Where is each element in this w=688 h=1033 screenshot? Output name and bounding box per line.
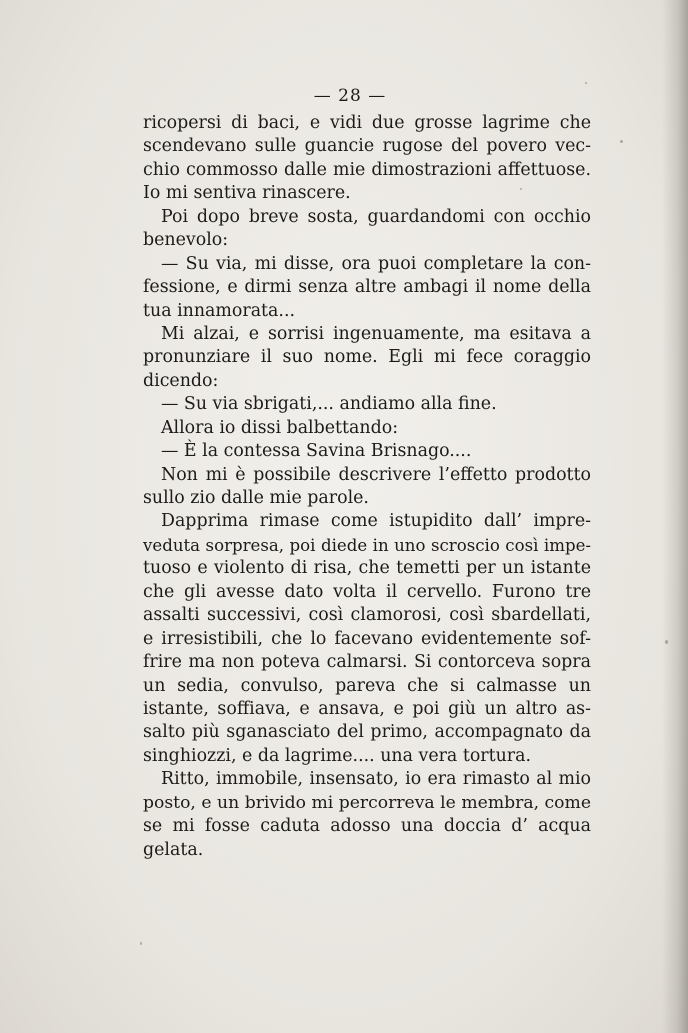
text-line: veduta sorpresa, poi diede in uno scroscio così impe- <box>143 535 591 555</box>
text-line: Io mi sentiva rinascere. <box>143 183 351 204</box>
text-line: tuoso e violento di risa, che temetti per un istante <box>143 558 591 579</box>
text-line: pronunziare il suo nome. Egli mi fece coraggio <box>143 347 591 368</box>
text-line: tua innamorata... <box>143 300 295 321</box>
text-line: posto, e un brivido mi percorreva le membra, come <box>143 792 591 813</box>
page-number: — 28 — <box>313 86 387 106</box>
text-line: scendevano sulle guancie rugose del povero vec- <box>143 136 591 157</box>
scan-speck <box>585 82 587 84</box>
text-line: chio commosso dalle mie dimostrazioni affettuose. <box>143 159 591 180</box>
text-line: Non mi è possibile descrivere l’effetto prodotto <box>161 464 591 485</box>
scan-speck <box>665 640 668 644</box>
text-line: ricopersi di baci, e vidi due grosse lagrime che <box>143 113 591 133</box>
text-line: istante, soffiava, e ansava, e poi giù un altro as- <box>143 698 591 719</box>
page-edge-shadow <box>662 0 688 1033</box>
text-line: un sedia, convulso, pareva che si calmasse un <box>143 675 591 696</box>
text-line: — Su via, mi disse, ora puoi completare la con- <box>161 253 591 274</box>
text-line: — È la contessa Savina Brisnago.... <box>161 441 472 462</box>
text-line: Poi dopo breve sosta, guardandomi con occhio <box>161 206 591 227</box>
text-line: assalti successivi, così clamorosi, così sbardellati, <box>143 605 591 626</box>
body-text <box>143 112 591 862</box>
text-line: frire ma non poteva calmarsi. Si contorceva sopra <box>143 652 591 673</box>
text-line: sullo zio dalle mie parole. <box>143 488 369 508</box>
scan-speck <box>620 140 623 143</box>
text-line: Dapprima rimase come istupidito dall’ impre- <box>161 511 591 532</box>
text-line: dicendo: <box>143 370 219 391</box>
text-line: — Su via sbrigati,... andiamo alla fine. <box>161 394 497 415</box>
text-line: salto più sganasciato del primo, accompagnato da <box>143 722 591 743</box>
text-line: Ritto, immobile, insensato, io era rimasto al mio <box>161 769 591 790</box>
text-line: singhiozzi, e da lagrime.... una vera tortura. <box>143 745 531 766</box>
text-line: gelata. <box>143 839 204 860</box>
scan-speck <box>140 942 142 945</box>
text-line: Allora io dissi balbettando: <box>161 417 399 438</box>
scan-speck <box>520 188 522 190</box>
text-line: Mi alzai, e sorrisi ingenuamente, ma esitava a <box>161 323 591 344</box>
text-line: fessione, e dirmi senza altre ambagi il nome della <box>143 277 591 298</box>
text-line: e irresistibili, che lo facevano evidentemente sof- <box>143 628 591 649</box>
text-line: che gli avesse dato volta il cervello. Furono tre <box>143 581 591 602</box>
text-line: se mi fosse caduta adosso una doccia d’ acqua <box>143 816 591 837</box>
text-line: benevolo: <box>143 230 229 251</box>
